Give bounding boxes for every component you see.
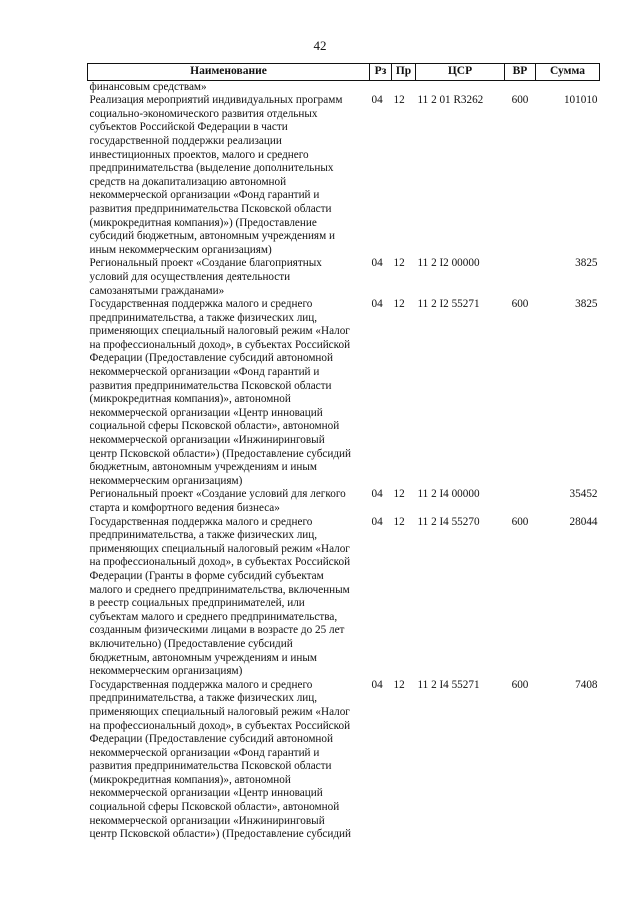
row-csr: 11 2 I2 00000: [417, 257, 480, 270]
table-header-row: [88, 64, 600, 81]
header-sum: Сумма: [536, 64, 600, 81]
row-rz: 04: [371, 257, 383, 270]
row-vr: [505, 488, 536, 515]
row-rz: [370, 80, 392, 94]
row-sum: 3825: [575, 257, 598, 270]
row-sum: 101010: [563, 94, 598, 107]
table-row: [88, 516, 600, 679]
row-name: Государственная поддержка малого и среднего предпринимательства, а также физических лиц, применяющих специальный налоговый режим «Налог на профессиональный доход», в субъектах Российской Федерации (Предоставление субсидий автономной некоммерческой организации «Фонд гарантий и развития предпринимательства Псковской области (микрокредитная компания)», автономной некоммерческой организации «Центр инноваций социальной сферы Псковской области», автономной некоммерческой организации «Инжиниринговый центр Псковской области») (Предоставление субсидий: [89, 678, 352, 841]
row-vr: [505, 80, 536, 94]
row-sum: 3825: [575, 298, 598, 311]
row-csr: [416, 80, 505, 94]
header-vr: ВР: [505, 64, 536, 81]
row-vr: 600: [511, 94, 529, 107]
table-row: [88, 488, 600, 515]
header-rz: Рз: [370, 64, 392, 81]
row-csr: 11 2 I2 55271: [417, 298, 480, 311]
row-pr: 12: [393, 488, 405, 501]
table-row: [88, 80, 600, 94]
row-csr: 11 2 I4 00000: [417, 488, 480, 501]
row-sum: 35452: [569, 488, 598, 501]
row-name: Государственная поддержка малого и среднего предпринимательства, а также физических лиц, применяющих специальный налоговый режим «Налог на профессиональный доход», в субъектах Российской Федерации (Гранты в форме субсидий субъектам малого и среднего предпринимательства, включенным в реестр социальных предпринимателей, или субъектам малого и среднего предпринимательства, созданным физическими лицами в возрасте до 25 лет включительно) (Предоставление субсидий бюджетным, автономным учреждениям и иным некоммерческим организациям): [89, 515, 351, 678]
table-row: [88, 94, 600, 257]
row-name: финансовым средствам»: [89, 80, 207, 93]
row-pr: 12: [393, 257, 405, 270]
row-sum: 28044: [569, 515, 598, 528]
row-sum: [536, 80, 600, 94]
header-csr: ЦСР: [416, 64, 505, 81]
row-name: Государственная поддержка малого и среднего предпринимательства, а также физических лиц, применяющих специальный налоговый режим «Налог на профессиональный доход», в субъектах Российской Федерации (Предоставление субсидий автономной некоммерческой организации «Фонд гарантий и развития предпринимательства Псковской области (микрокредитная компания)», автономной некоммерческой организации «Центр инноваций социальной сферы Псковской области», автономной некоммерческой организации «Инжиниринговый центр Псковской области») (Предоставление субсидий бюджетным, автономным учреждениям и иным некоммерческим организациям): [89, 298, 352, 487]
header-pr: Пр: [392, 64, 416, 81]
row-vr: [505, 257, 536, 298]
row-name: Реализация мероприятий индивидуальных программ социально-экономического развития отдельных субъектов Российской Федерации в части государственной поддержки реализации инвестиционных проектов, малого и среднего предпринимательства (выделение дополнительных средств на докапитализацию автономной некоммерческой организации «Фонд гарантий и развития предпринимательства Псковской области (микрокредитная компания)») (Предоставление субсидий бюджетным, автономным учреждениям и иным некоммерческим организациям): [89, 94, 343, 256]
row-vr: 600: [511, 298, 529, 311]
row-name: Региональный проект «Создание условий для легкого старта и комфортного ведения бизнеса»: [89, 488, 346, 514]
row-rz: 04: [371, 94, 383, 107]
page-number: 42: [313, 38, 327, 53]
row-rz: 04: [371, 488, 383, 501]
row-pr: [392, 80, 416, 94]
row-rz: 04: [371, 298, 383, 311]
row-pr: 12: [393, 298, 405, 311]
row-name: Региональный проект «Создание благоприятных условий для осуществления деятельности самозанятыми гражданами»: [89, 257, 322, 297]
row-csr: 11 2 I4 55270: [417, 515, 480, 528]
table-row: [88, 679, 600, 842]
header-name: Наименование: [88, 64, 370, 81]
row-pr: 12: [393, 515, 405, 528]
row-csr: 11 2 I4 55271: [417, 678, 480, 691]
row-vr: 600: [511, 678, 529, 691]
table-row: [88, 298, 600, 488]
budget-table: [87, 63, 600, 842]
row-vr: 600: [511, 515, 529, 528]
row-sum: 7408: [575, 678, 598, 691]
row-csr: 11 2 01 R3262: [417, 94, 484, 107]
row-rz: 04: [371, 515, 383, 528]
row-pr: 12: [393, 94, 405, 107]
row-rz: 04: [371, 678, 383, 691]
table-row: [88, 257, 600, 298]
row-pr: 12: [393, 678, 405, 691]
